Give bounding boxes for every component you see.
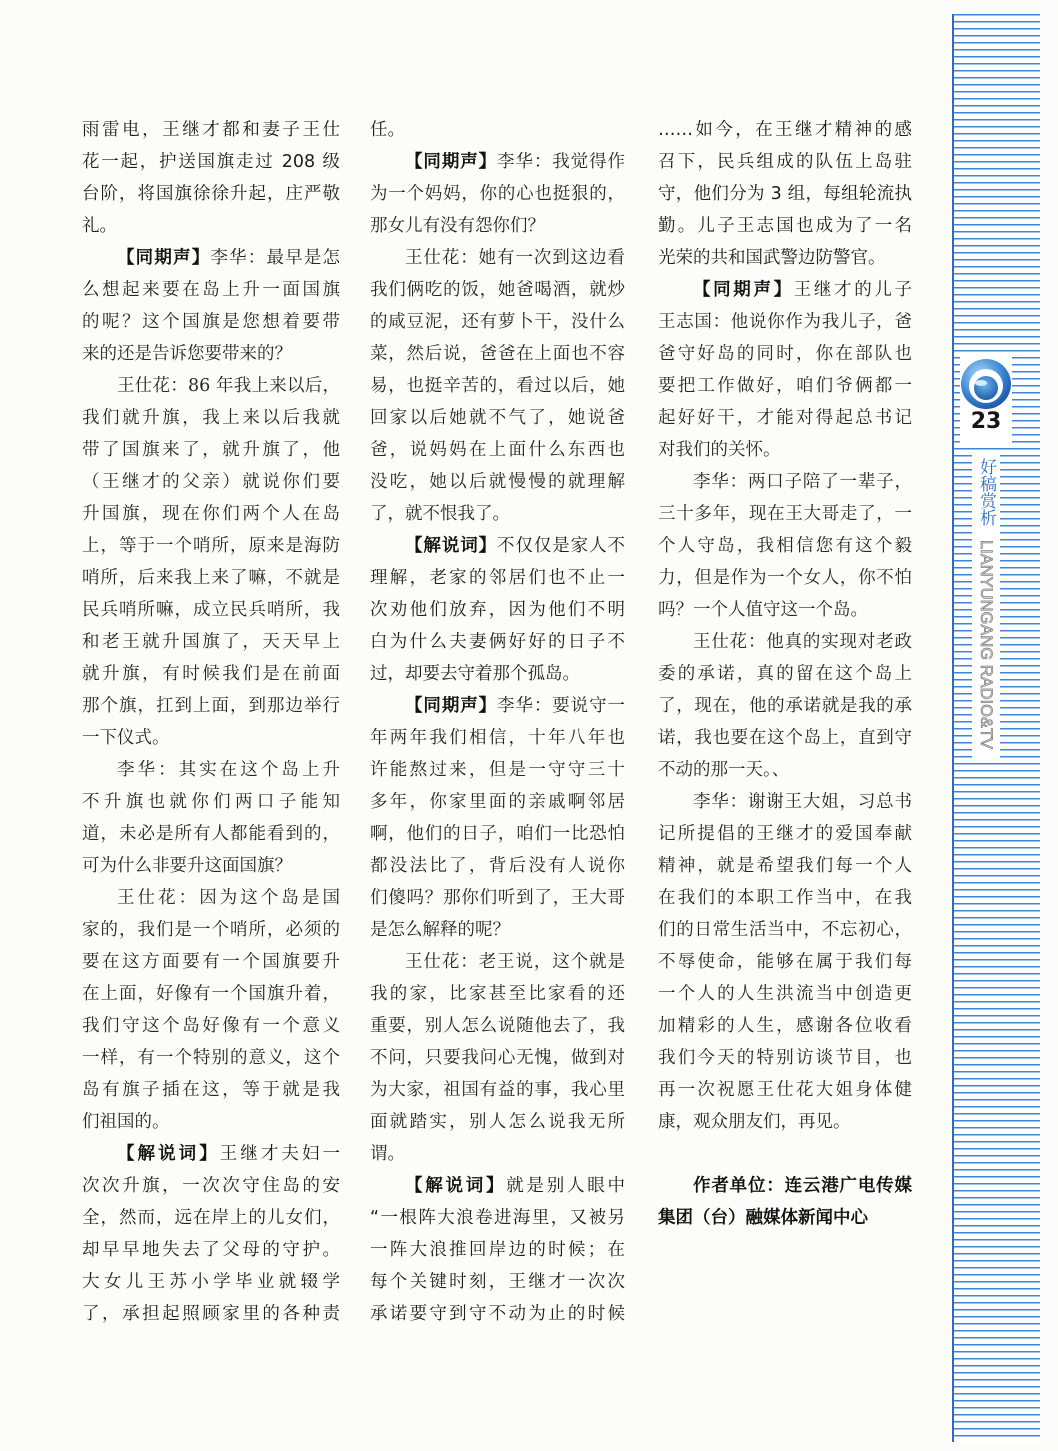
line-text: 的呢？这个国旗是您想着要带 <box>82 312 340 332</box>
text-line <box>370 1074 625 1106</box>
line-text: 王仕花：因为这个岛是国 <box>117 888 340 908</box>
line-text: 升国旗，现在你们两个人在岛 <box>82 504 340 524</box>
line-text: 那个旗，扛到上面，到那边举行 <box>82 696 340 716</box>
text-line <box>370 1266 625 1298</box>
text-line <box>658 146 912 178</box>
text-line <box>370 562 625 594</box>
text-line <box>658 274 912 306</box>
text-line <box>82 850 340 882</box>
line-text: ……如今，在王继才精神的感 <box>658 120 912 140</box>
line-text: （王继才的父亲）就说你们要 <box>82 472 340 492</box>
text-line <box>658 1106 912 1138</box>
line-text: 就是别人眼中 <box>506 1176 625 1196</box>
section-label: 【同期声】 <box>693 280 794 300</box>
text-line <box>658 306 912 338</box>
text-line <box>370 1106 625 1138</box>
line-text: 礼。 <box>82 216 117 236</box>
line-text: 召下，民兵组成的队伍上岛驻 <box>658 152 912 172</box>
line-text: 许能熬过来，但是一守守三十 <box>370 760 625 780</box>
line-text: 不升旗也就你们两口子能知 <box>82 792 340 812</box>
line-text: 过，却要去守着那个孤岛。 <box>370 664 580 684</box>
line-text: 不动的那一天。、 <box>658 760 790 780</box>
line-text: 爸，说妈妈在上面什么东西也 <box>370 440 625 460</box>
narration-paragraph <box>370 1170 625 1330</box>
line-text: 三十多年，现在王大哥走了，一 <box>658 504 912 524</box>
interview-paragraph <box>370 146 625 242</box>
line-text: 要把工作做好，咱们爷俩都一 <box>658 376 912 396</box>
line-text: 台阶，将国旗徐徐升起，庄严敬 <box>82 184 340 204</box>
text-line <box>370 402 625 434</box>
text-line <box>370 690 625 722</box>
line-text: 重要，别人怎么说随他去了，我 <box>370 1016 625 1036</box>
text-line <box>658 242 912 274</box>
line-text: 吗？一个人值守这一个岛。 <box>658 600 868 620</box>
line-text: 我们守这个岛好像有一个意义 <box>82 1016 340 1036</box>
line-text: 花一起，护送国旗走过 208 级 <box>82 152 340 172</box>
section-label: 【解说词】 <box>405 1176 507 1196</box>
narration-paragraph <box>82 114 340 242</box>
line-text: 爸守好岛的同时，你在部队也 <box>658 344 912 364</box>
text-line <box>658 626 912 658</box>
line-text: 是怎么解释的呢？ <box>370 920 510 940</box>
text-line <box>658 786 912 818</box>
line-text: 一阵大浪推回岸边的时候；在 <box>370 1240 625 1260</box>
line-text: 起好好干，才能对得起总书记 <box>658 408 912 428</box>
line-text: 再一次祝愿王仕花大姐身体健 <box>658 1080 912 1100</box>
publication-name: LIANYUNGANG RADIO&TV <box>977 540 995 750</box>
text-line <box>370 306 625 338</box>
interview-paragraph <box>658 626 912 786</box>
text-line <box>370 1138 625 1170</box>
narration-paragraph <box>370 530 625 690</box>
line-text: 了，承担起照顾家里的各种责 <box>82 1304 340 1324</box>
section-label: 【解说词】 <box>405 536 498 556</box>
line-text: 王继才的儿子 <box>793 280 912 300</box>
line-text: 精神，就是希望我们每一个人 <box>658 856 912 876</box>
line-text: 了，就不恨我了。 <box>370 504 510 524</box>
text-line <box>658 946 912 978</box>
line-text: 岛有旗子插在这，等于就是我 <box>82 1080 340 1100</box>
line-text: 李华：要说守一 <box>497 696 625 716</box>
line-text: 和老王就升国旗了，天天早上 <box>82 632 340 652</box>
text-line <box>370 338 625 370</box>
text-line <box>82 242 340 274</box>
text-line <box>370 242 625 274</box>
line-text: 么想起来要在岛上升一面国旗 <box>82 280 340 300</box>
line-text: 家的，我们是一个哨所，必须的 <box>82 920 340 940</box>
text-line <box>370 178 625 210</box>
text-line <box>370 1234 625 1266</box>
text-line <box>658 978 912 1010</box>
line-text: 白为什么夫妻俩好好的日子不 <box>370 632 625 652</box>
text-line <box>82 338 340 370</box>
interview-paragraph <box>370 242 625 530</box>
text-line <box>658 658 912 690</box>
text-line <box>82 1266 340 1298</box>
line-text: “一根阵大浪卷进海里，又被另 <box>370 1208 625 1228</box>
text-line <box>658 114 912 146</box>
text-line <box>370 882 625 914</box>
line-text: 都没法比了，背后没有人说你 <box>370 856 625 876</box>
line-text: 就升旗，有时候我们是在前面 <box>82 664 340 684</box>
line-text: 上，等于一个哨所，原来是海防 <box>82 536 340 556</box>
line-text: 李华：两口子陪了一辈子， <box>693 472 912 492</box>
text-line <box>370 530 625 562</box>
text-line <box>370 466 625 498</box>
text-line <box>370 850 625 882</box>
interview-paragraph <box>82 754 340 882</box>
text-line <box>370 626 625 658</box>
line-text: 为一个妈妈，你的心也挺狠的， <box>370 184 625 204</box>
line-text: 每个关键时刻，王继才一次次 <box>370 1272 625 1292</box>
text-line <box>370 818 625 850</box>
line-text: 我们俩吃的饭，她爸喝酒，就炒 <box>370 280 625 300</box>
text-line <box>370 914 625 946</box>
line-text: 一个人的人生洪流当中创造更 <box>658 984 912 1004</box>
section-title: 好稿赏析 <box>976 458 996 526</box>
line-text: 王志国：他说你作为我儿子，爸 <box>658 312 912 332</box>
text-line <box>658 1042 912 1074</box>
line-text: 王仕花：他真的实现对老政 <box>693 632 912 652</box>
credit-line <box>658 1170 912 1202</box>
text-line <box>370 786 625 818</box>
text-line <box>370 114 625 146</box>
text-line <box>82 1234 340 1266</box>
text-line <box>370 978 625 1010</box>
text-line <box>658 338 912 370</box>
line-text: 的咸豆泥，还有萝卜干，没什么 <box>370 312 625 332</box>
line-text: 可为什么非要升这面国旗？ <box>82 856 292 876</box>
text-line <box>82 594 340 626</box>
line-text: 次次升旗，一次次守住岛的安 <box>82 1176 340 1196</box>
text-line <box>82 146 340 178</box>
text-line <box>82 370 340 402</box>
text-line <box>82 1074 340 1106</box>
text-line <box>658 754 912 786</box>
text-line <box>658 530 912 562</box>
text-line <box>82 1010 340 1042</box>
author-credit <box>658 1170 912 1234</box>
text-line <box>658 210 912 242</box>
line-text: 哨所，后来我上来了嘛，不就是 <box>82 568 340 588</box>
text-line <box>658 850 912 882</box>
text-line <box>370 146 625 178</box>
text-line <box>82 786 340 818</box>
line-text: 不仅仅是家人不 <box>497 536 625 556</box>
narration-paragraph <box>82 1138 340 1330</box>
column-3-paragraphs <box>658 114 912 1138</box>
text-line <box>370 594 625 626</box>
page-number: 23 <box>970 409 1002 434</box>
line-text: 次劝他们放弃，因为他们不明 <box>370 600 625 620</box>
text-line <box>82 626 340 658</box>
interview-paragraph <box>658 466 912 626</box>
section-label: 【同期声】 <box>405 696 498 716</box>
text-line <box>82 466 340 498</box>
line-text: 王继才夫妇一 <box>219 1144 340 1164</box>
narration-paragraph <box>370 114 625 146</box>
line-text: 年两年我们相信，十年八年也 <box>370 728 625 748</box>
credit-line <box>658 1202 912 1234</box>
line-text: 全，然而，远在岸上的儿女们， <box>82 1208 340 1228</box>
text-line <box>82 818 340 850</box>
line-text: 了，现在，他的承诺就是我的承 <box>658 696 912 716</box>
line-text: 要在这方面要有一个国旗要升 <box>82 952 340 972</box>
line-text: 为大家，祖国有益的事，我心里 <box>370 1080 625 1100</box>
text-line <box>658 722 912 754</box>
line-text: 多年，你家里面的亲戚啊邻居 <box>370 792 625 812</box>
text-line <box>370 498 625 530</box>
text-line <box>82 178 340 210</box>
interview-paragraph <box>370 690 625 946</box>
line-text: 加精彩的人生，感谢各位收看 <box>658 1016 912 1036</box>
line-text: 勤。儿子王志国也成为了一名 <box>658 216 912 236</box>
line-text: 却早早地失去了父母的守护。 <box>82 1240 340 1260</box>
text-line <box>658 178 912 210</box>
text-line <box>82 1298 340 1330</box>
line-text: 李华：谢谢王大姐，习总书 <box>693 792 912 812</box>
line-text: 李华：其实在这个岛上升 <box>117 760 340 780</box>
text-line <box>82 562 340 594</box>
text-line <box>370 722 625 754</box>
text-line <box>82 1042 340 1074</box>
line-text: 不问，只要我问心无愧，做到对 <box>370 1048 625 1068</box>
section-label: 【解说词】 <box>117 1144 220 1164</box>
text-line <box>370 1170 625 1202</box>
line-text: 道，未必是所有人都能看到的， <box>82 824 340 844</box>
text-line <box>658 370 912 402</box>
text-line <box>658 1074 912 1106</box>
text-line <box>658 1010 912 1042</box>
line-text: 承诺要守到守不动为止的时候 <box>370 1304 625 1324</box>
credit-text: 集团（台）融媒体新闻中心 <box>658 1208 868 1228</box>
line-text: 大女儿王苏小学毕业就辍学 <box>82 1272 340 1292</box>
text-line <box>658 434 912 466</box>
line-text: 委的承诺，真的留在这个岛上 <box>658 664 912 684</box>
text-line <box>370 434 625 466</box>
line-text: 不辱使命，能够在属于我们每 <box>658 952 912 972</box>
line-text: 光荣的共和国武警边防警官。 <box>658 248 886 268</box>
text-line <box>370 946 625 978</box>
text-line <box>82 210 340 242</box>
broadcast-logo-icon <box>959 357 1013 411</box>
line-text: 守，他们分为 3 组，每组轮流执 <box>658 184 912 204</box>
narration-paragraph <box>658 114 912 274</box>
text-line <box>82 690 340 722</box>
line-text: 们傻吗？那你们听到了，王大哥 <box>370 888 625 908</box>
line-text: 诺，我也要在这个岛上，直到守 <box>658 728 912 748</box>
text-line <box>82 946 340 978</box>
line-text: 谓。 <box>370 1144 405 1164</box>
text-line <box>82 658 340 690</box>
line-text: 在上面，好像有一个国旗升着， <box>82 984 340 1004</box>
text-line <box>658 882 912 914</box>
text-line <box>82 1106 340 1138</box>
line-text: 王仕花：她有一次到这边看 <box>405 248 625 268</box>
text-line <box>370 1202 625 1234</box>
line-text: 个人守岛，我相信您有这个毅 <box>658 536 912 556</box>
text-line <box>82 754 340 786</box>
interview-paragraph <box>82 370 340 754</box>
text-line <box>82 274 340 306</box>
line-text: 李华：我觉得作 <box>497 152 625 172</box>
article-column-2 <box>370 114 625 1330</box>
text-line <box>82 498 340 530</box>
article-column-1 <box>82 114 340 1330</box>
line-text: 雨雷电，王继才都和妻子王仕 <box>82 120 340 140</box>
line-text: 在我们的本职工作当中，在我 <box>658 888 912 908</box>
interview-paragraph <box>658 274 912 466</box>
text-line <box>82 1138 340 1170</box>
text-line <box>370 1010 625 1042</box>
line-text: 我们就升旗，我上来以后我就 <box>82 408 340 428</box>
line-text: 任。 <box>370 120 405 140</box>
line-text: 理解，老家的邻居们也不止一 <box>370 568 625 588</box>
text-line <box>658 562 912 594</box>
line-text: 那女儿有没有怨你们？ <box>370 216 545 236</box>
text-line <box>658 914 912 946</box>
line-text: 力，但是作为一个女人，你不怕 <box>658 568 912 588</box>
line-text: 民兵哨所嘛，成立民兵哨所，我 <box>82 600 340 620</box>
text-line <box>82 402 340 434</box>
line-text: 们祖国的。 <box>82 1112 170 1132</box>
interview-paragraph <box>82 882 340 1138</box>
text-line <box>82 114 340 146</box>
line-text: 康，观众朋友们，再见。 <box>658 1112 851 1132</box>
text-line <box>82 722 340 754</box>
line-text: 菜，然后说，爸爸在上面也不容 <box>370 344 625 364</box>
line-text: 对我们的关怀。 <box>658 440 781 460</box>
text-line <box>370 210 625 242</box>
text-line <box>370 370 625 402</box>
text-line <box>82 1202 340 1234</box>
text-line <box>82 434 340 466</box>
section-label: 【同期声】 <box>405 152 498 172</box>
text-line <box>658 594 912 626</box>
line-text: 一样，有一个特别的意义，这个 <box>82 1048 340 1068</box>
line-text: 记所提倡的王继才的爱国奉献 <box>658 824 912 844</box>
text-line <box>82 914 340 946</box>
line-text: 王仕花：86 年我上来以后， <box>117 376 340 396</box>
text-line <box>370 1298 625 1330</box>
text-line <box>82 978 340 1010</box>
text-line <box>658 466 912 498</box>
text-line <box>658 402 912 434</box>
text-line <box>658 498 912 530</box>
text-line <box>370 274 625 306</box>
line-text: 我的家，比家甚至比家看的还 <box>370 984 625 1004</box>
text-line <box>370 1042 625 1074</box>
line-text: 带了国旗来了，就升旗了，他 <box>82 440 340 460</box>
section-label: 【同期声】 <box>117 248 211 268</box>
line-text: 来的还是告诉您要带来的？ <box>82 344 292 364</box>
line-text: 们的日常生活当中，不忘初心， <box>658 920 912 940</box>
interview-paragraph <box>658 786 912 1138</box>
article-column-3 <box>658 114 912 1234</box>
text-line <box>370 754 625 786</box>
line-text: 我们今天的特别访谈节目，也 <box>658 1048 912 1068</box>
line-text: 没吃，她以后就慢慢的就理解 <box>370 472 625 492</box>
line-text: 一下仪式。 <box>82 728 170 748</box>
text-line <box>82 530 340 562</box>
line-text: 王仕花：老王说，这个就是 <box>405 952 625 972</box>
text-line <box>82 1170 340 1202</box>
line-text: 回家以后她就不气了，她说爸 <box>370 408 625 428</box>
text-line <box>370 658 625 690</box>
text-line <box>658 818 912 850</box>
text-line <box>658 690 912 722</box>
interview-paragraph <box>82 242 340 370</box>
text-line <box>82 306 340 338</box>
credit-text: 作者单位：连云港广电传媒 <box>693 1176 912 1196</box>
line-text: 啊，他们的日子，咱们一比恐怕 <box>370 824 625 844</box>
line-text: 面就踏实，别人怎么说我无所 <box>370 1112 625 1132</box>
text-line <box>82 882 340 914</box>
line-text: 易，也挺辛苦的，看过以后，她 <box>370 376 625 396</box>
line-text: 李华：最早是怎 <box>210 248 340 268</box>
interview-paragraph <box>370 946 625 1170</box>
